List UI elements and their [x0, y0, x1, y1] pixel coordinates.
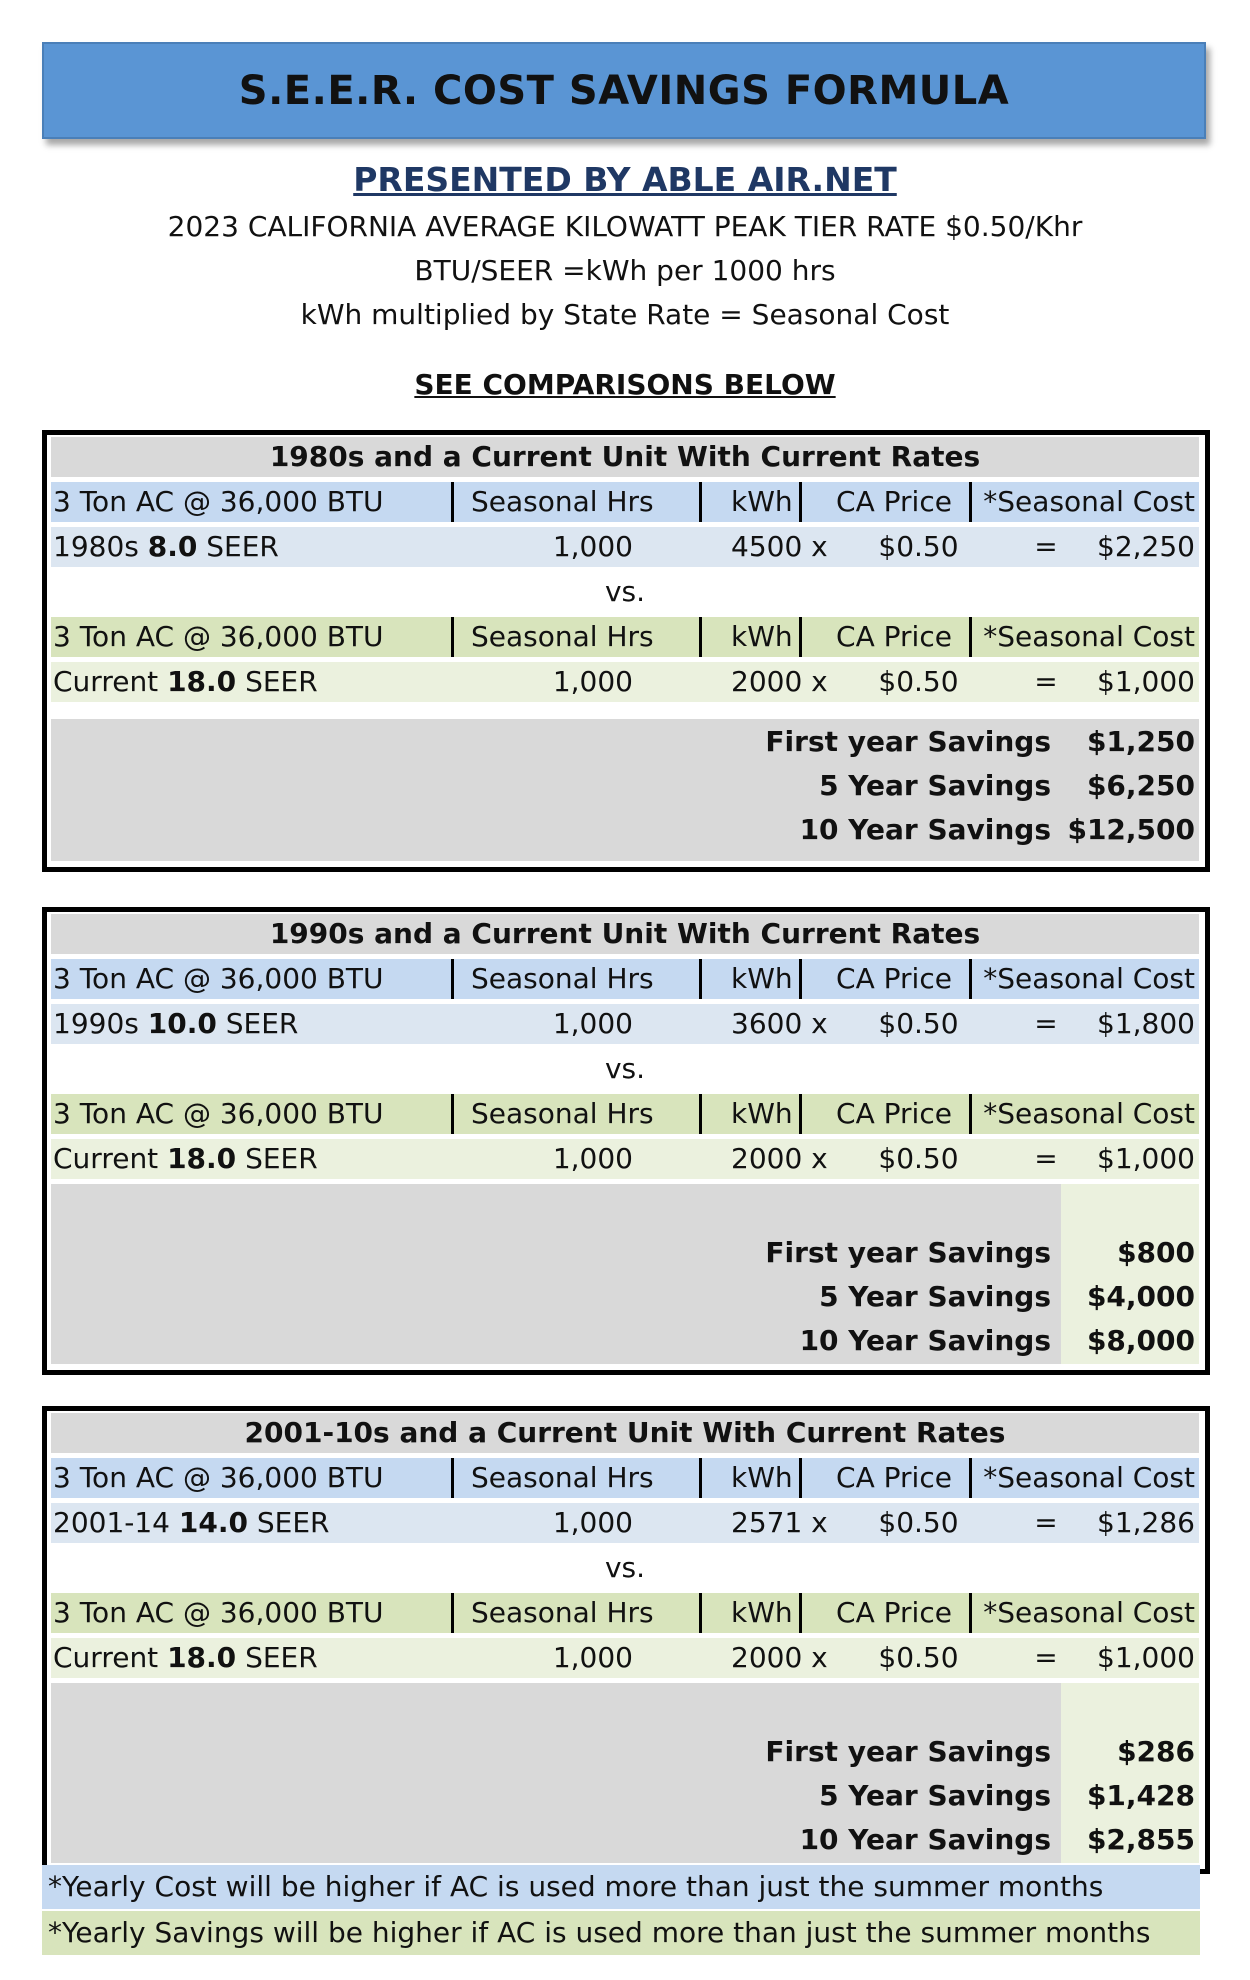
- cost-header: *Seasonal Cost: [983, 1596, 1195, 1629]
- column-divider: [451, 1593, 454, 1633]
- savings-value: $800: [1117, 1236, 1195, 1269]
- new-header-row: [51, 617, 1199, 657]
- kwh-value: 3600 x: [731, 1007, 828, 1040]
- cost-value: $1,286: [1097, 1506, 1195, 1539]
- unit-label: [53, 662, 318, 702]
- column-divider: [451, 482, 454, 522]
- hours-header: Seasonal Hrs: [471, 485, 654, 518]
- page-title-banner: [42, 42, 1206, 139]
- hours-value: 1,000: [552, 530, 633, 563]
- unit-header: 3 Ton AC @ 36,000 BTU: [53, 485, 384, 518]
- equals-sign: =: [1034, 1641, 1058, 1674]
- column-divider: [451, 1094, 454, 1134]
- savings-line: [51, 1232, 1199, 1274]
- hours-value: 1,000: [552, 1142, 633, 1175]
- rate-line: 2023 CALIFORNIA AVERAGE KILOWATT PEAK TIER RATE $0.50/Khr: [167, 210, 1083, 243]
- unit-header: 3 Ton AC @ 36,000 BTU: [53, 620, 384, 653]
- comparison-title: 2001-10s and a Current Unit With Current Rates: [244, 1416, 1006, 1449]
- comparison-title-row: [51, 437, 1199, 477]
- savings-value: $1,428: [1086, 1779, 1195, 1812]
- kwh-value: 2000 x: [731, 665, 828, 698]
- savings-value: $286: [1117, 1735, 1195, 1768]
- savings-label: 10 Year Savings: [799, 813, 1051, 846]
- comparison-panel: [42, 907, 1210, 1375]
- column-divider: [699, 959, 702, 999]
- column-divider: [451, 617, 454, 657]
- savings-section: [51, 1184, 1199, 1364]
- cost-header: *Seasonal Cost: [983, 962, 1195, 995]
- column-divider: [799, 1593, 802, 1633]
- vs-row: [51, 572, 1199, 612]
- price-header: CA Price: [836, 962, 952, 995]
- comparison-panel: [42, 430, 1210, 872]
- comparison-panel: [42, 1406, 1210, 1874]
- equals-sign: =: [1034, 530, 1058, 563]
- savings-label: 5 Year Savings: [819, 769, 1051, 802]
- savings-line: [51, 1819, 1199, 1861]
- hours-header: Seasonal Hrs: [471, 1461, 654, 1494]
- column-divider: [451, 1458, 454, 1498]
- column-divider: [799, 482, 802, 522]
- savings-value: $2,855: [1086, 1823, 1195, 1856]
- seer-value: 18.0: [167, 1142, 237, 1175]
- savings-value: $1,250: [1086, 725, 1195, 758]
- column-divider: [799, 617, 802, 657]
- price-value: $0.50: [878, 1641, 959, 1674]
- kwh-header: kWh: [731, 485, 793, 518]
- comparison-title-row: [51, 914, 1199, 954]
- column-divider: [699, 1593, 702, 1633]
- savings-line: [51, 721, 1199, 763]
- seer-value: 14.0: [178, 1506, 248, 1539]
- unit-label: [53, 1503, 330, 1543]
- footnote-yearly-cost: *Yearly Cost will be higher if AC is used more than just the summer months: [42, 1865, 1200, 1909]
- vs-row: [51, 1548, 1199, 1588]
- comparison-title-row: [51, 1413, 1199, 1453]
- price-header: CA Price: [836, 485, 952, 518]
- unit-label: [53, 527, 279, 567]
- savings-value: $4,000: [1086, 1280, 1195, 1313]
- column-divider: [969, 617, 972, 657]
- seer-value: 18.0: [167, 665, 237, 698]
- savings-section: [51, 719, 1199, 861]
- unit-era: Current: [53, 1142, 168, 1175]
- kwh-header: kWh: [731, 1461, 793, 1494]
- price-value: $0.50: [878, 1506, 959, 1539]
- column-divider: [799, 1458, 802, 1498]
- unit-era: 1980s: [53, 530, 148, 563]
- savings-line: [51, 1276, 1199, 1318]
- old-header-row: [51, 482, 1199, 522]
- unit-label: [53, 1004, 298, 1044]
- old-unit-row: [51, 527, 1199, 567]
- page-title: S.E.E.R. COST SAVINGS FORMULA: [238, 67, 1010, 114]
- unit-header: 3 Ton AC @ 36,000 BTU: [53, 1596, 384, 1629]
- savings-label: 10 Year Savings: [799, 1324, 1051, 1357]
- comparison-title: 1990s and a Current Unit With Current Rates: [269, 917, 981, 950]
- price-value: $0.50: [878, 1007, 959, 1040]
- column-divider: [699, 1458, 702, 1498]
- seer-suffix: SEER: [216, 1007, 299, 1040]
- seer-suffix: SEER: [197, 530, 279, 563]
- new-header-row: [51, 1094, 1199, 1134]
- seer-suffix: SEER: [236, 1142, 318, 1175]
- formula-line-1: BTU/SEER =kWh per 1000 hrs: [414, 254, 836, 287]
- kwh-header: kWh: [731, 1596, 793, 1629]
- column-divider: [699, 617, 702, 657]
- unit-era: 1990s: [53, 1007, 148, 1040]
- savings-label: 5 Year Savings: [819, 1280, 1051, 1313]
- presented-by-heading: PRESENTED BY ABLE AIR.NET: [353, 160, 897, 199]
- new-unit-row: [51, 1139, 1199, 1179]
- column-divider: [969, 1593, 972, 1633]
- savings-line: [51, 1775, 1199, 1817]
- formula-line-2: kWh multiplied by State Rate = Seasonal Cost: [300, 298, 950, 331]
- vs-label: vs.: [604, 1052, 646, 1085]
- column-divider: [969, 482, 972, 522]
- column-divider: [799, 1094, 802, 1134]
- savings-label: First year Savings: [765, 725, 1051, 758]
- cost-value: $2,250: [1097, 530, 1195, 563]
- price-header: CA Price: [836, 620, 952, 653]
- savings-label: 10 Year Savings: [799, 1823, 1051, 1856]
- new-unit-row: [51, 662, 1199, 702]
- kwh-value: 2000 x: [731, 1142, 828, 1175]
- equals-sign: =: [1034, 1007, 1058, 1040]
- price-value: $0.50: [878, 1142, 959, 1175]
- price-header: CA Price: [836, 1461, 952, 1494]
- comparison-title: 1980s and a Current Unit With Current Rates: [269, 440, 981, 473]
- column-divider: [451, 959, 454, 999]
- column-divider: [969, 1458, 972, 1498]
- savings-value: $8,000: [1086, 1324, 1195, 1357]
- kwh-header: kWh: [731, 1097, 793, 1130]
- old-header-row: [51, 1458, 1199, 1498]
- kwh-header: kWh: [731, 620, 793, 653]
- unit-header: 3 Ton AC @ 36,000 BTU: [53, 962, 384, 995]
- savings-value: $6,250: [1086, 769, 1195, 802]
- unit-era: Current: [53, 665, 168, 698]
- see-comparisons-heading: SEE COMPARISONS BELOW: [414, 368, 836, 401]
- savings-label: First year Savings: [765, 1236, 1051, 1269]
- hours-value: 1,000: [552, 1506, 633, 1539]
- cost-value: $1,000: [1097, 1142, 1195, 1175]
- cost-header: *Seasonal Cost: [983, 1097, 1195, 1130]
- new-header-row: [51, 1593, 1199, 1633]
- savings-line: [51, 1731, 1199, 1773]
- column-divider: [699, 482, 702, 522]
- hours-header: Seasonal Hrs: [471, 1097, 654, 1130]
- column-divider: [969, 1094, 972, 1134]
- new-unit-row: [51, 1638, 1199, 1678]
- old-unit-row: [51, 1503, 1199, 1543]
- hours-header: Seasonal Hrs: [471, 1596, 654, 1629]
- price-value: $0.50: [878, 530, 959, 563]
- savings-label: 5 Year Savings: [819, 1779, 1051, 1812]
- vs-label: vs.: [604, 1551, 646, 1584]
- seer-value: 18.0: [167, 1641, 237, 1674]
- savings-value: $12,500: [1067, 813, 1195, 846]
- savings-line: [51, 1320, 1199, 1362]
- cost-value: $1,000: [1097, 1641, 1195, 1674]
- savings-line: [51, 809, 1199, 851]
- hours-value: 1,000: [552, 1007, 633, 1040]
- vs-row: [51, 1049, 1199, 1089]
- hours-header: Seasonal Hrs: [471, 962, 654, 995]
- old-unit-row: [51, 1004, 1199, 1044]
- cost-value: $1,000: [1097, 665, 1195, 698]
- unit-header: 3 Ton AC @ 36,000 BTU: [53, 1097, 384, 1130]
- unit-label: [53, 1638, 318, 1678]
- column-divider: [799, 959, 802, 999]
- cost-header: *Seasonal Cost: [983, 620, 1195, 653]
- cost-header: *Seasonal Cost: [983, 485, 1195, 518]
- seer-value: 10.0: [147, 1007, 217, 1040]
- unit-label: [53, 1139, 318, 1179]
- kwh-header: kWh: [731, 962, 793, 995]
- seer-suffix: SEER: [247, 1506, 330, 1539]
- footnote-yearly-savings: *Yearly Savings will be higher if AC is used more than just the summer months: [42, 1911, 1200, 1955]
- kwh-value: 2000 x: [731, 1641, 828, 1674]
- vs-label: vs.: [604, 575, 646, 608]
- equals-sign: =: [1034, 665, 1058, 698]
- unit-era: Current: [53, 1641, 168, 1674]
- hours-value: 1,000: [552, 1641, 633, 1674]
- price-value: $0.50: [878, 665, 959, 698]
- equals-sign: =: [1034, 1142, 1058, 1175]
- savings-line: [51, 765, 1199, 807]
- hours-header: Seasonal Hrs: [471, 620, 654, 653]
- hours-value: 1,000: [552, 665, 633, 698]
- seer-suffix: SEER: [236, 665, 318, 698]
- kwh-value: 2571 x: [731, 1506, 828, 1539]
- price-header: CA Price: [836, 1097, 952, 1130]
- unit-era: 2001-14: [53, 1506, 179, 1539]
- column-divider: [969, 959, 972, 999]
- cost-header: *Seasonal Cost: [983, 1461, 1195, 1494]
- equals-sign: =: [1034, 1506, 1058, 1539]
- seer-suffix: SEER: [236, 1641, 318, 1674]
- column-divider: [699, 1094, 702, 1134]
- cost-value: $1,800: [1097, 1007, 1195, 1040]
- savings-section: [51, 1683, 1199, 1863]
- seer-value: 8.0: [147, 530, 198, 563]
- kwh-value: 4500 x: [731, 530, 828, 563]
- savings-label: First year Savings: [765, 1735, 1051, 1768]
- old-header-row: [51, 959, 1199, 999]
- price-header: CA Price: [836, 1596, 952, 1629]
- unit-header: 3 Ton AC @ 36,000 BTU: [53, 1461, 384, 1494]
